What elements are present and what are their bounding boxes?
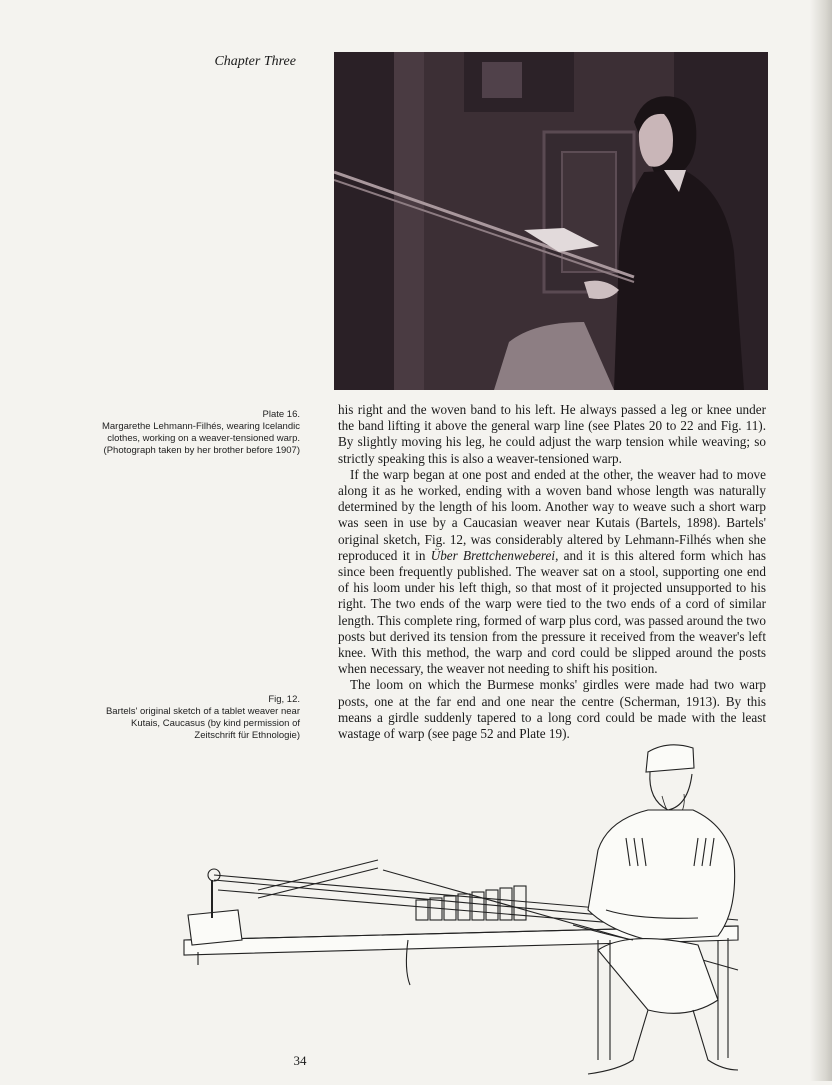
figure-caption-text: Bartels' original sketch of a tablet weaver near Kutais, Caucasus (by kind permission of Zeitschrift für Ethnologie) [105, 706, 300, 741]
page-number: 34 [293, 1053, 307, 1068]
plate-label: Plate 16. [262, 409, 300, 420]
page-edge-shadow [810, 0, 832, 1081]
book-title: Über Brettchenweberei [430, 547, 556, 563]
plate-16-photograph [334, 52, 768, 390]
plate-caption [100, 409, 300, 457]
figure-caption [100, 694, 300, 742]
paragraph: his right and the woven band to his left. He always passed a leg or knee under the band lifting it above the general warp line (see Plates 20 to 22 and Fig. 11). By slightly moving his leg, he could adjust the warp tension while weaving; so strictly speaking this is also a weaver-tensioned warp. [338, 402, 766, 466]
body-text [338, 402, 766, 742]
paragraph [338, 467, 766, 678]
paragraph: The loom on which the Burmese monks' girdles were made had two warp posts, one at the far end and one near the centre (Scherman, 1913). By this means a girdle suddenly tapered to a long cord could be made with the least wastage of warp (see page 52 and Plate 19). [338, 677, 766, 742]
figure-label: Fig, 12. [268, 694, 300, 705]
paragraph-text: , and it is this altered form which has since been frequently published. The weaver sat on a stool, supporting one end of his loom under his left thigh, so that most of it projected unsupported to his right. The two ends of the warp were tied to the two ends of a cord of similar length. This complete ring, formed of warp plus cord, was passed around the two posts but derived its tension from the pressure it received from the weaver's left knee. With this method, the warp and cord could be slipped around the posts when necessary, the weaver not needing to shift his position. [338, 547, 766, 677]
fig-12-sketch [178, 740, 758, 1080]
plate-caption-text: Margarethe Lehmann-Filhés, wearing Icelandic clothes, working on a weaver-tensioned warp. (Photograph taken by her brother before 1907) [101, 421, 300, 456]
paragraph-text: If the warp began at one post and ended at the other, the weaver had to move along it as he worked, ending with a woven band whose length was naturally determined by the length of his loom. Another way to weave such a short warp was seen in use by a Caucasian weaver near Kutais (Bartels, 1898). Bartels' original sketch, Fig. 12, was considerably altered by Lehmann-Filhés when she reproduced it in [338, 466, 766, 563]
chapter-heading: Chapter Three [214, 54, 296, 69]
